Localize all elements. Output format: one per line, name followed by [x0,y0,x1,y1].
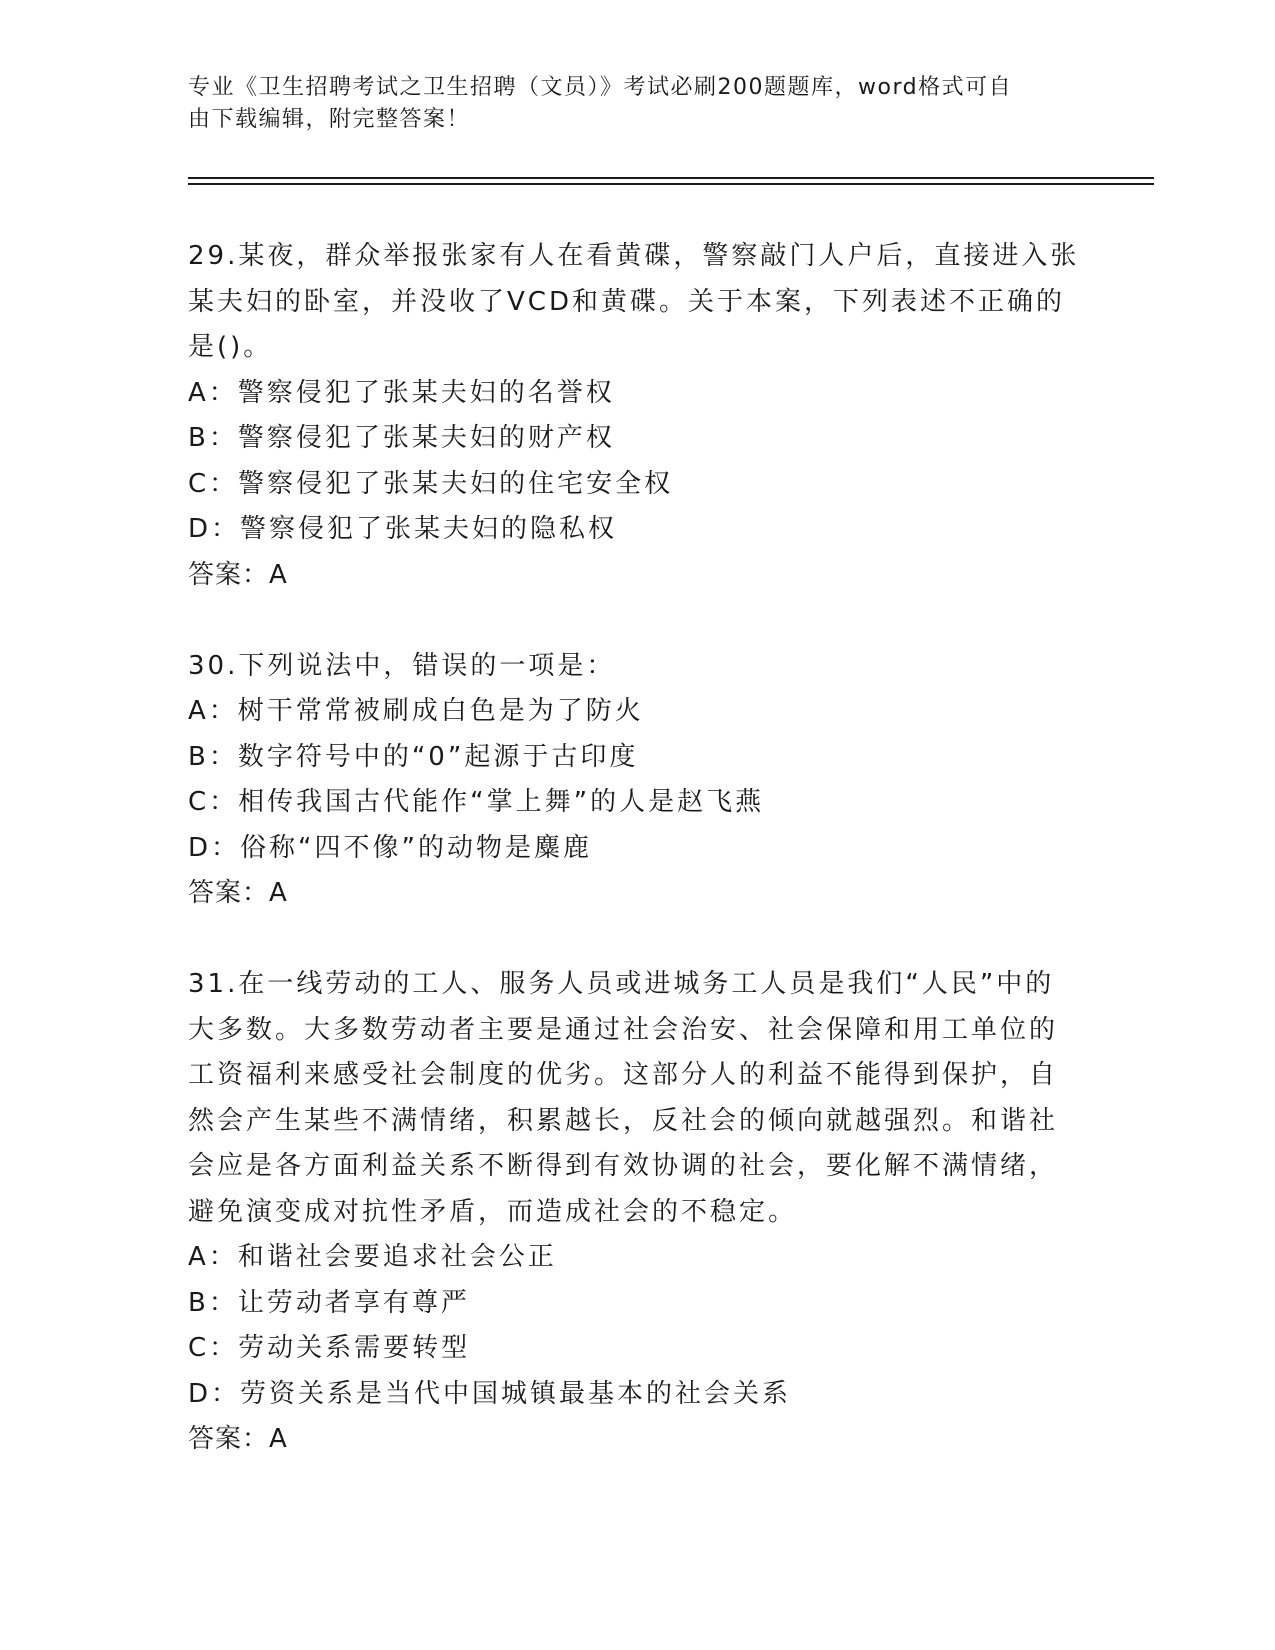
option-d: D：俗称“四不像”的动物是麋鹿 [188,832,592,863]
page-header [188,72,1088,136]
answer-line: 答案：A [188,1424,288,1454]
option-c: C：相传我国古代能作“掌上舞”的人是赵飞燕 [188,787,765,817]
question-text-line: 工资福利来感受社会制度的优劣。这部分人的利益不能得到保护，自 [188,1060,1059,1090]
option-b: B：让劳动者享有尊严 [188,1287,470,1318]
option-d: D：警察侵犯了张某夫妇的隐私权 [188,514,618,544]
question-list [188,234,1088,1508]
question-29 [188,234,1088,598]
question-text-line: 是()。 [188,332,273,362]
option-a: A：警察侵犯了张某夫妇的名誉权 [188,377,615,408]
option-a: A：和谐社会要追求社会公正 [188,1242,557,1272]
question-text-line: 31.在一线劳动的工人、服务人员或进城务工人员是我们“人民”中的 [188,969,1055,999]
option-c: C：警察侵犯了张某夫妇的住宅安全权 [188,468,674,499]
question-text-line: 会应是各方面利益关系不断得到有效协调的社会，要化解不满情绪， [188,1151,1059,1181]
question-text-line: 避免演变成对抗性矛盾，而造成社会的不稳定。 [188,1196,798,1227]
option-a: A：树干常常被刷成白色是为了防火 [188,696,644,726]
answer-line: 答案：A [188,559,288,590]
option-d: D：劳资关系是当代中国城镇最基本的社会关系 [188,1378,792,1409]
option-b: B：数字符号中的“0”起源于古印度 [188,741,639,772]
question-text-line: 大多数。大多数劳动者主要是通过社会治安、社会保障和用工单位的 [188,1014,1059,1045]
question-text-line: 30.下列说法中，错误的一项是： [188,650,616,681]
header-line-2: 由下载编辑，附完整答案！ [188,107,471,132]
question-text-line: 然会产生某些不满情绪，积累越长，反社会的倾向就越强烈。和谐社 [188,1105,1059,1136]
question-30 [188,644,1088,917]
question-31 [188,962,1088,1463]
answer-line: 答案：A [188,878,288,908]
question-text-line: 29.某夜，群众举报张家有人在看黄碟，警察敲门人户后，直接进入张 [188,241,1080,271]
question-text-line: 某夫妇的卧室，并没收了VCD和黄碟。关于本案，下列表述不正确的 [188,286,1065,317]
header-line-1: 专业《卫生招聘考试之卫生招聘（文员）》考试必刷200题题库，word格式可自 [188,75,1013,100]
option-b: B：警察侵犯了张某夫妇的财产权 [188,423,615,453]
option-c: C：劳动关系需要转型 [188,1333,471,1363]
header-divider-bottom [188,183,1154,185]
header-divider-top [188,177,1154,179]
